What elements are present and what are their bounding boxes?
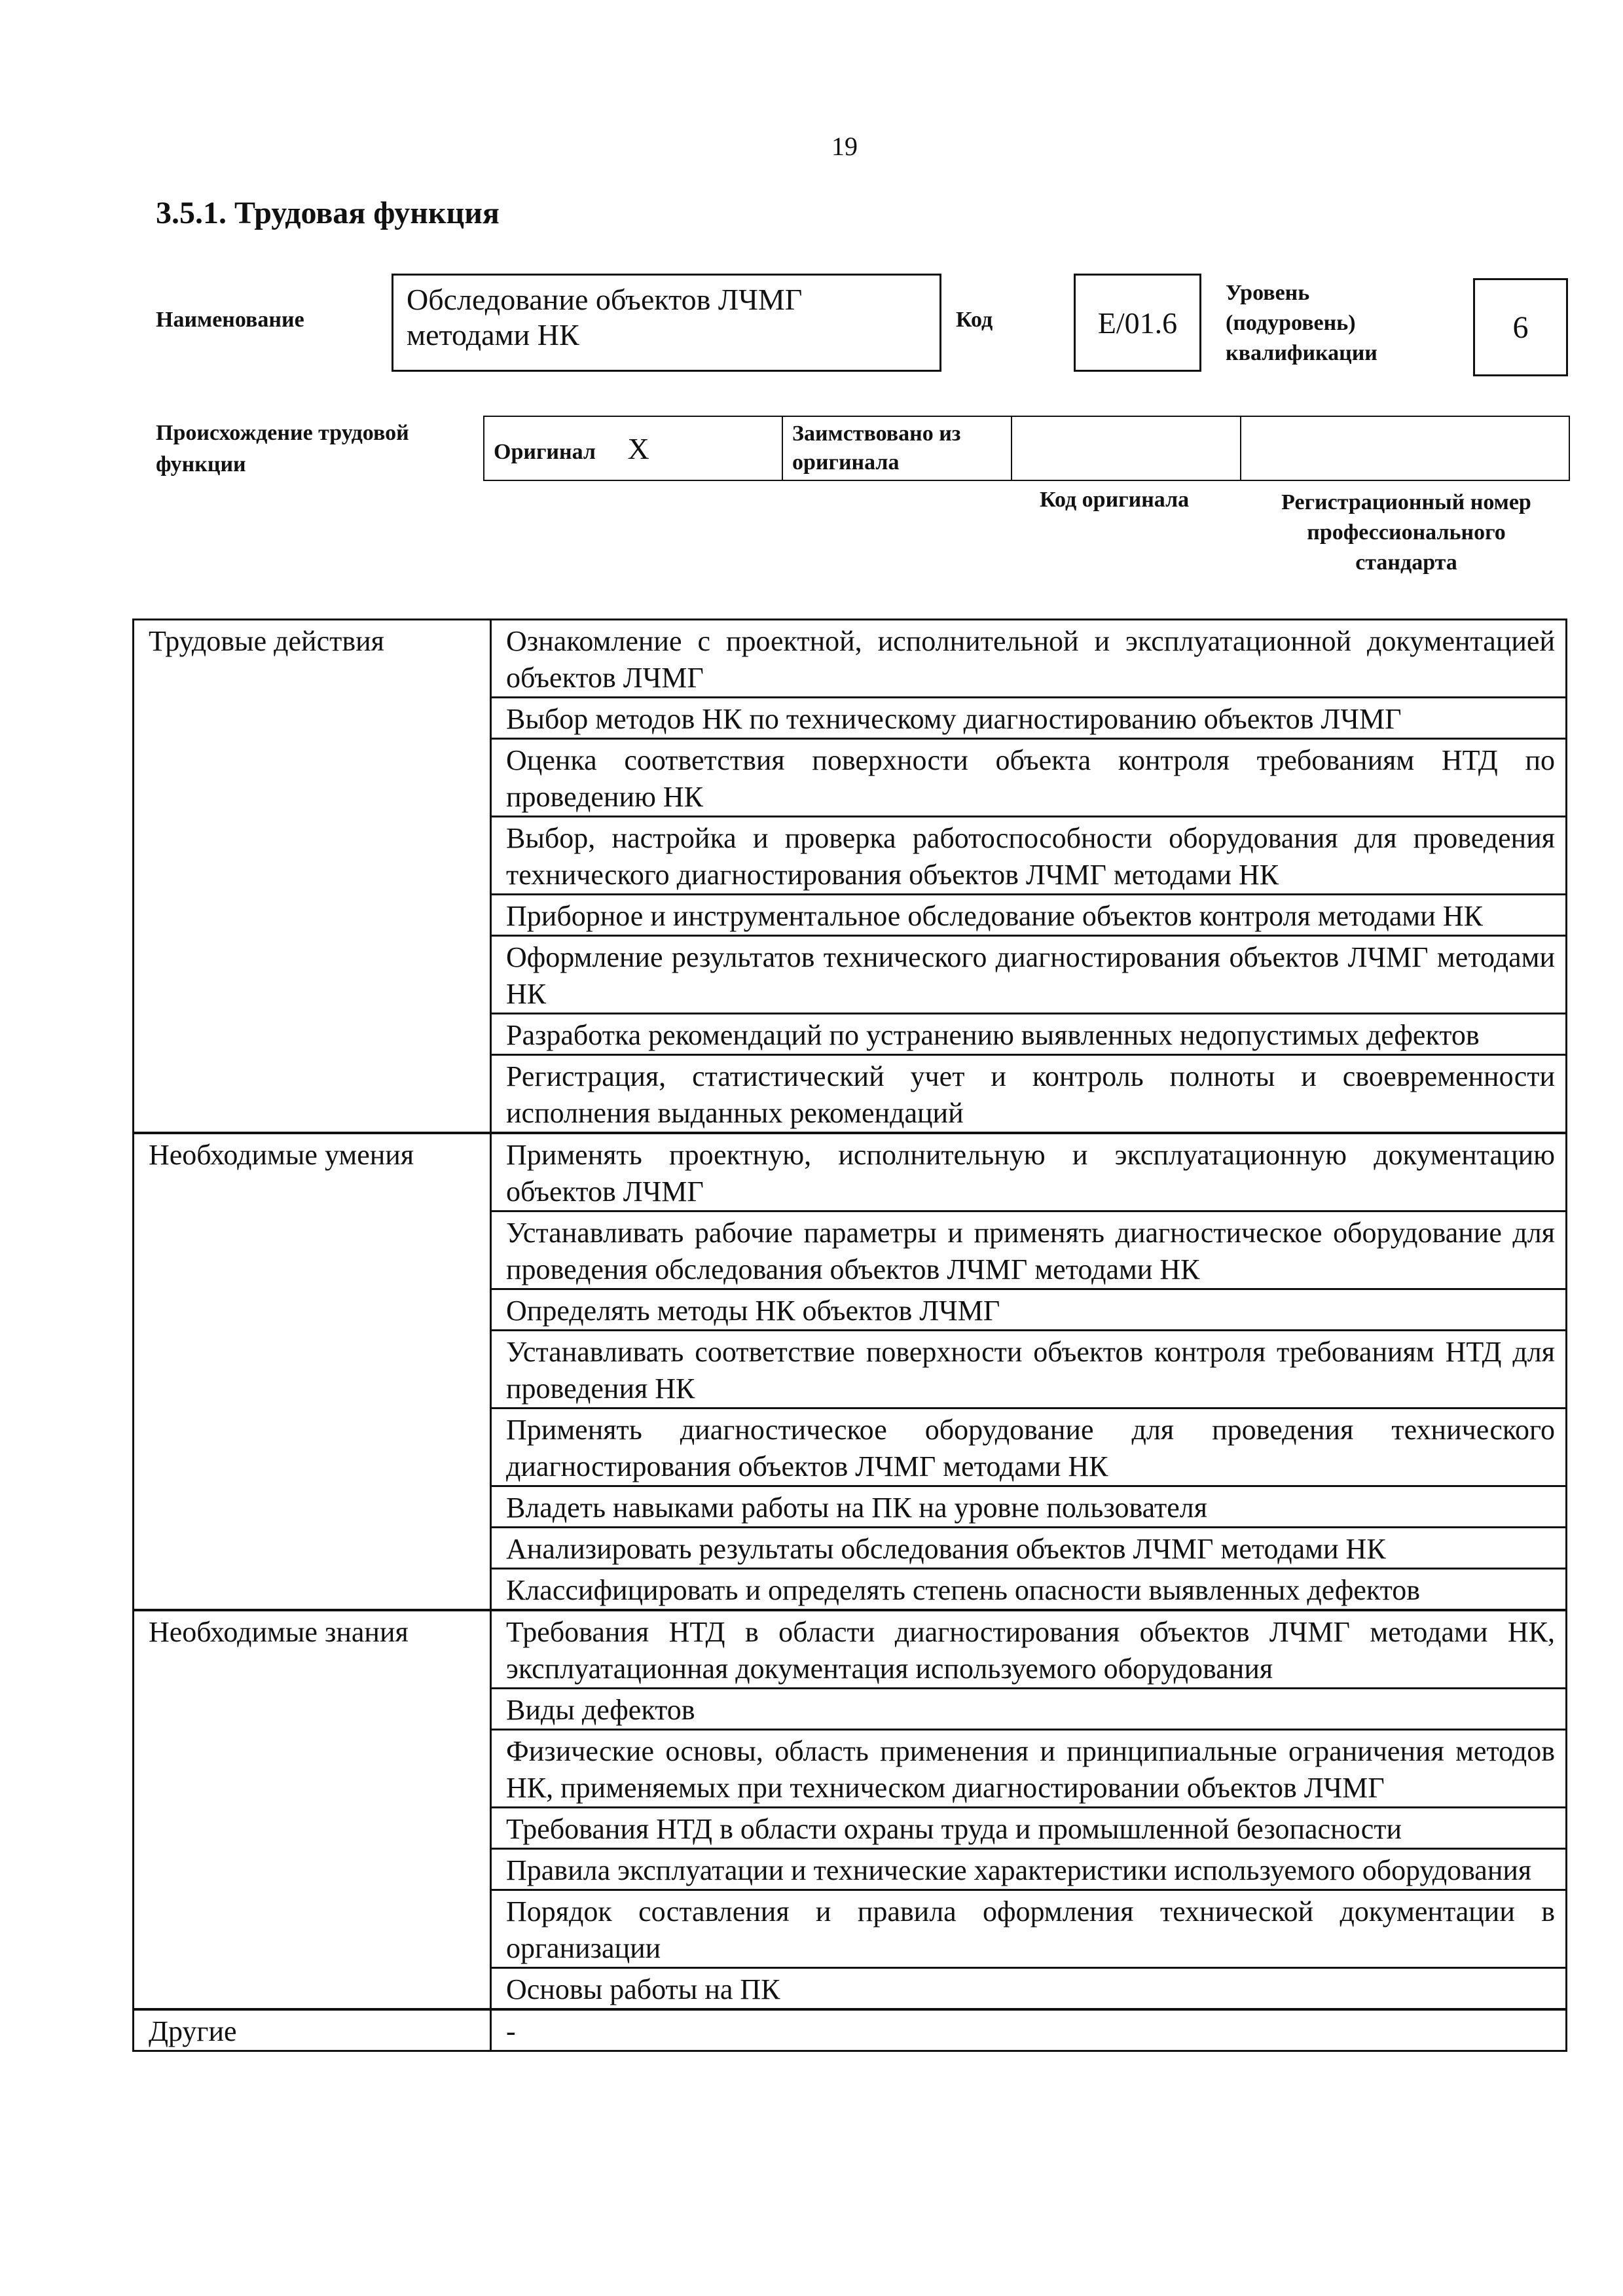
reg-number-label: [1249, 488, 1563, 578]
level-value: 6: [1512, 310, 1529, 345]
category-knowledge: Необходимые знания: [134, 1610, 491, 2009]
level-label-line: (подуровень): [1226, 311, 1356, 335]
level-label-line: Уровень: [1226, 281, 1310, 305]
category-actions: Трудовые действия: [134, 620, 491, 1134]
table-cell: Устанавливать рабочие параметры и применять диагностическое оборудование для проведения обследования объектов ЛЧМГ методами НК: [491, 1211, 1567, 1289]
table-cell: Применять диагностическое оборудование для проведения технического диагностирования объектов ЛЧМГ методами НК: [491, 1408, 1567, 1486]
table-cell: Правила эксплуатации и технические характеристики используемого оборудования: [491, 1849, 1567, 1890]
origin-reg-cell: [1241, 416, 1569, 480]
origin-borrowed-cell: [782, 416, 1012, 480]
table-cell: Разработка рекомендаций по устранению выявленных недопустимых дефектов: [491, 1014, 1567, 1055]
origin-label-line: Происхождение трудовой: [156, 421, 409, 445]
table-cell: Требования НТД в области охраны труда и промышленной безопасности: [491, 1808, 1567, 1849]
reg-number-line: профессионального: [1307, 520, 1506, 545]
table-row: [134, 1610, 1567, 1689]
code-box: [1074, 274, 1201, 372]
table-row: [134, 1133, 1567, 1211]
table-cell: Определять методы НК объектов ЛЧМГ: [491, 1289, 1567, 1331]
reg-number-line: Регистрационный номер: [1281, 490, 1531, 514]
table-cell: Оформление результатов технического диагностирования объектов ЛЧМГ методами НК: [491, 936, 1567, 1014]
table-cell: Порядок составления и правила оформления технической документации в организации: [491, 1890, 1567, 1968]
table-cell: Анализировать результаты обследования объектов ЛЧМГ методами НК: [491, 1528, 1567, 1569]
code-original-label: Код оригинала: [1040, 488, 1190, 512]
name-label: Наименование: [156, 308, 304, 332]
table-cell: Оценка соответствия поверхности объекта контроля требованиям НТД по проведению НК: [491, 739, 1567, 817]
function-name-box: [392, 274, 941, 372]
category-other: Другие: [134, 2009, 491, 2051]
section-title: 3.5.1. Трудовая функция: [156, 196, 500, 230]
table-row: [134, 620, 1567, 698]
table-cell: Применять проектную, исполнительную и эксплуатационную документацию объектов ЛЧМГ: [491, 1133, 1567, 1211]
level-label: [1226, 278, 1377, 368]
table-cell: Классифицировать и определять степень опасности выявленных дефектов: [491, 1569, 1567, 1611]
borrowed-label-line: Заимствовано из: [792, 422, 961, 446]
function-name: Обследование объектов ЛЧМГ методами НК: [407, 283, 803, 351]
level-label-line: квалификации: [1226, 341, 1377, 365]
table-row: [134, 2009, 1567, 2051]
code-value: E/01.6: [1097, 306, 1178, 340]
table-cell: Владеть навыками работы на ПК на уровне пользователя: [491, 1486, 1567, 1528]
table-cell: Выбор, настройка и проверка работоспособности оборудования для проведения технического диагностирования объектов ЛЧМГ методами НК: [491, 817, 1567, 895]
page-number: 19: [831, 132, 858, 161]
level-box: [1473, 278, 1568, 376]
borrowed-label-line: оригинала: [792, 450, 900, 475]
table-cell: Требования НТД в области диагностирования объектов ЛЧМГ методами НК, эксплуатационная документация используемого оборудования: [491, 1610, 1567, 1689]
table-cell: Приборное и инструментальное обследование объектов контроля методами НК: [491, 895, 1567, 936]
code-label: Код: [956, 308, 993, 332]
reg-number-line: стандарта: [1355, 550, 1457, 575]
original-mark: X: [627, 431, 649, 465]
table-cell: Выбор методов НК по техническому диагностированию объектов ЛЧМГ: [491, 698, 1567, 739]
origin-original-cell: [484, 416, 782, 480]
table-cell: Регистрация, статистический учет и контроль полноты и своевременности исполнения выданных рекомендаций: [491, 1055, 1567, 1134]
table-cell: -: [491, 2009, 1567, 2051]
table-cell: Устанавливать соответствие поверхности объектов контроля требованиям НТД для проведения НК: [491, 1331, 1567, 1408]
origin-table: [483, 416, 1570, 481]
category-skills: Необходимые умения: [134, 1133, 491, 1610]
original-label: Оригинал: [494, 439, 596, 464]
origin-label-line: функции: [156, 452, 246, 476]
table-cell: Виды дефектов: [491, 1689, 1567, 1730]
origin-label: [156, 418, 409, 480]
origin-code-cell: [1012, 416, 1241, 480]
table-cell: Ознакомление с проектной, исполнительной и эксплуатационной документацией объектов ЛЧМГ: [491, 620, 1567, 698]
table-cell: Физические основы, область применения и принципиальные ограничения методов НК, применяемых при техническом диагностировании объектов ЛЧМГ: [491, 1730, 1567, 1808]
function-table: [132, 619, 1567, 2052]
table-cell: Основы работы на ПК: [491, 1968, 1567, 2010]
